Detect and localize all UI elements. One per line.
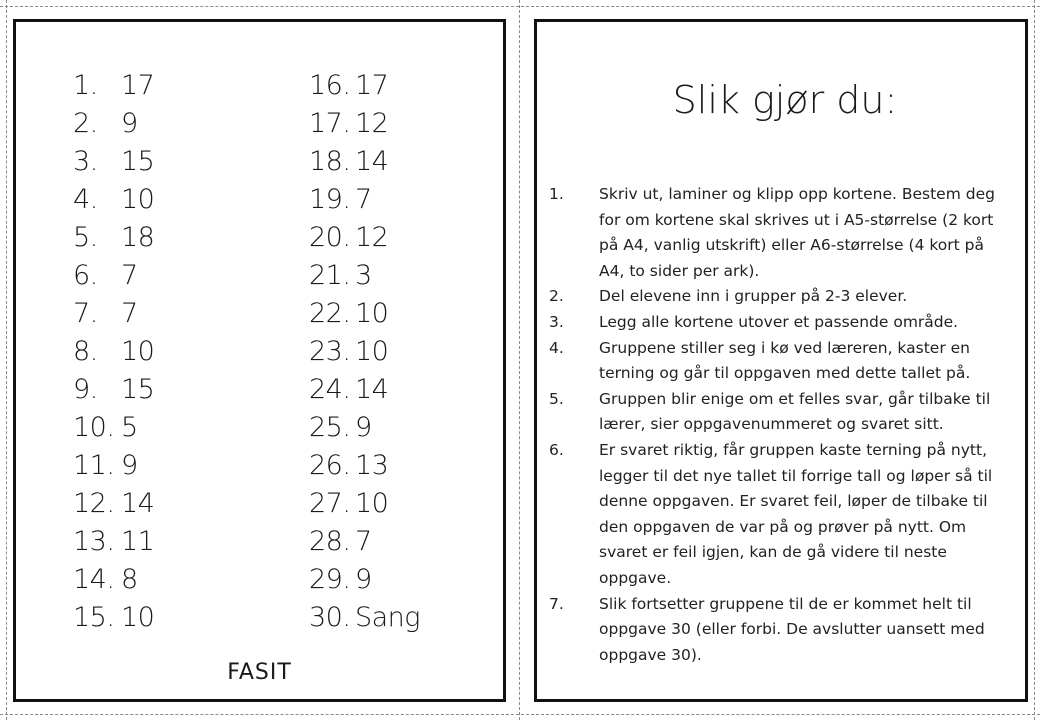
instructions-title: Slik gjør du: [672, 78, 898, 122]
answer-value: 17 [355, 70, 389, 101]
answer-number: 16. [309, 70, 351, 101]
instructions-card [534, 19, 1028, 702]
answer-number: 5. [73, 222, 98, 253]
answer-value: 10 [355, 298, 389, 329]
instruction-step [549, 310, 1013, 336]
step-number: 1. [549, 185, 564, 203]
answer-value: 10 [355, 336, 389, 367]
answer-value: 7 [121, 298, 138, 329]
answer-value: 13 [355, 450, 389, 481]
cut-line-bottom [0, 714, 1040, 715]
answer-number: 7. [73, 298, 98, 329]
instruction-step [549, 336, 1013, 387]
answer-key-footer: FASIT [227, 660, 292, 685]
step-number: 5. [549, 389, 564, 408]
answer-number: 18. [309, 146, 351, 177]
step-text: Del elevene inn i grupper på 2-3 elever. [599, 287, 908, 306]
instruction-step [549, 182, 1013, 284]
answer-value: 9 [121, 450, 138, 481]
answer-number: 24. [309, 374, 351, 405]
answer-value: 14 [355, 374, 389, 405]
answer-number: 26. [309, 450, 351, 481]
step-text: Gruppene stiller seg i kø ved læreren, kaster en terning og går til oppgaven med dette tallet på. [599, 338, 971, 383]
answer-number: 23. [309, 336, 351, 367]
answer-value: 8 [121, 564, 138, 595]
answer-value: 3 [355, 260, 372, 291]
answer-value: 12 [355, 222, 389, 253]
answer-value: 12 [355, 108, 389, 139]
instructions-list [549, 182, 1013, 668]
answer-number: 3. [73, 146, 98, 177]
instruction-step [549, 438, 1013, 592]
answer-number: 22. [309, 298, 351, 329]
answer-value: 14 [355, 146, 389, 177]
answer-value: 7 [355, 184, 372, 215]
answer-value: 15 [121, 374, 155, 405]
answer-value: 7 [355, 526, 372, 557]
answer-key-card [13, 19, 506, 702]
instruction-step [549, 592, 1013, 669]
step-text: Er svaret riktig, får gruppen kaste terning på nytt, legger til det nye tallet til forrige tall og løper så til denne oppgaven. Er svaret feil, løper de tilbake til den oppgaven de var på og prøver på nytt. Om svaret er feil igjen, kan de gå videre til neste oppgave. [599, 440, 993, 587]
answer-value: 9 [355, 564, 372, 595]
step-number: 6. [549, 440, 564, 459]
answer-number: 10. [73, 412, 115, 443]
answer-value: 14 [121, 488, 155, 519]
answer-value: 5 [121, 412, 138, 443]
answer-value: 9 [121, 108, 138, 139]
step-number: 7. [549, 594, 564, 613]
answer-number: 20. [309, 222, 351, 253]
answer-number: 4. [73, 184, 98, 215]
step-text: Gruppen blir enige om et felles svar, går tilbake til lærer, sier oppgavenummeret og svaret sitt. [599, 389, 991, 434]
answer-value: 10 [121, 336, 155, 367]
answer-number: 9. [73, 374, 98, 405]
answer-value: 17 [121, 70, 155, 101]
step-number: 4. [549, 338, 564, 357]
answer-number: 28. [309, 526, 351, 557]
answer-number: 17. [309, 108, 351, 139]
step-text: Skriv ut, laminer og klipp opp kortene. Bestem deg for om kortene skal skrives ut i A5-størrelse (2 kort på A4, vanlig utskrift) eller A6-størrelse (4 kort på A4, to sider per ark). [599, 185, 995, 280]
answer-number: 14. [73, 564, 115, 595]
answer-number: 8. [73, 336, 98, 367]
answer-value: 18 [121, 222, 155, 253]
instruction-step [549, 387, 1013, 438]
answer-number: 21. [309, 260, 351, 291]
answer-number: 6. [73, 260, 98, 291]
answer-number: 2. [73, 108, 98, 139]
answer-number: 15. [73, 602, 115, 633]
answer-number: 29. [309, 564, 351, 595]
answer-value: 11 [121, 526, 155, 557]
step-text: Slik fortsetter gruppene til de er kommet helt til oppgave 30 (eller forbi. De avslutter uansett med oppgave 30). [599, 594, 985, 664]
answer-number: 11. [73, 450, 115, 481]
answer-value: Sang [355, 602, 420, 633]
answer-number: 19. [309, 184, 351, 215]
answer-number: 13. [73, 526, 115, 557]
answer-value: 15 [121, 146, 155, 177]
step-number: 2. [549, 287, 564, 306]
answer-value: 10 [121, 184, 155, 215]
answer-number: 30. [309, 602, 351, 633]
cut-line-top [0, 6, 1040, 7]
step-text: Legg alle kortene utover et passende område. [599, 312, 959, 331]
answer-number: 1. [73, 70, 98, 101]
cut-line-left [6, 0, 7, 720]
answer-value: 10 [121, 602, 155, 633]
answer-value: 9 [355, 412, 372, 443]
answer-number: 27. [309, 488, 351, 519]
answer-number: 25. [309, 412, 351, 443]
instruction-step [549, 284, 1013, 310]
answer-number: 12. [73, 488, 115, 519]
answer-value: 10 [355, 488, 389, 519]
answer-value: 7 [121, 260, 138, 291]
step-number: 3. [549, 312, 564, 331]
